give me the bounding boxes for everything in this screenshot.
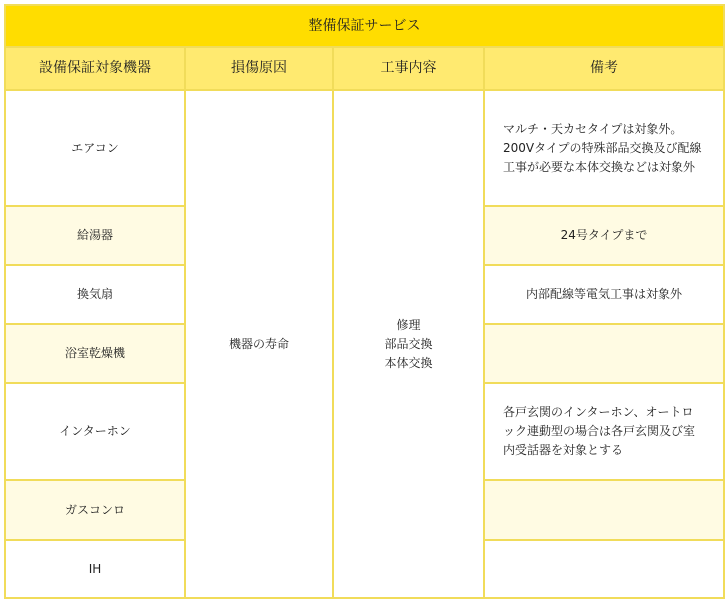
equipment-cell: 換気扇 [5, 265, 185, 324]
title-row [5, 5, 724, 47]
header-cause: 損傷原因 [185, 47, 333, 90]
note-cell: 内部配線等電気工事は対象外 [484, 265, 724, 324]
header-work: 工事内容 [333, 47, 484, 90]
cause-cell: 機器の寿命 [185, 90, 333, 598]
equipment-cell: IH [5, 540, 185, 598]
header-row [5, 47, 724, 90]
header-equipment: 設備保証対象機器 [5, 47, 185, 90]
note-cell: 24号タイプまで [484, 206, 724, 265]
work-cell [333, 90, 484, 598]
equipment-cell: ガスコンロ [5, 480, 185, 540]
work-line: 本体交換 [384, 355, 433, 370]
equipment-cell: 浴室乾燥機 [5, 324, 185, 383]
equipment-cell: エアコン [5, 90, 185, 206]
work-line: 部品交換 [384, 336, 433, 351]
table-row [5, 90, 724, 206]
note-cell [484, 540, 724, 598]
warranty-table-container [4, 4, 723, 599]
note-cell [484, 324, 724, 383]
work-line: 修理 [396, 317, 421, 332]
warranty-table [4, 4, 725, 599]
note-cell [484, 480, 724, 540]
table-title: 整備保証サービス [5, 5, 724, 47]
equipment-cell: インターホン [5, 383, 185, 480]
header-notes: 備考 [484, 47, 724, 90]
note-cell: 各戸玄関のインターホン、オートロック連動型の場合は各戸玄関及び室内受話器を対象とする [484, 383, 724, 480]
note-cell: マルチ・天カセタイプは対象外。200Vタイプの特殊部品交換及び配線工事が必要な本体交換などは対象外 [484, 90, 724, 206]
equipment-cell: 給湯器 [5, 206, 185, 265]
